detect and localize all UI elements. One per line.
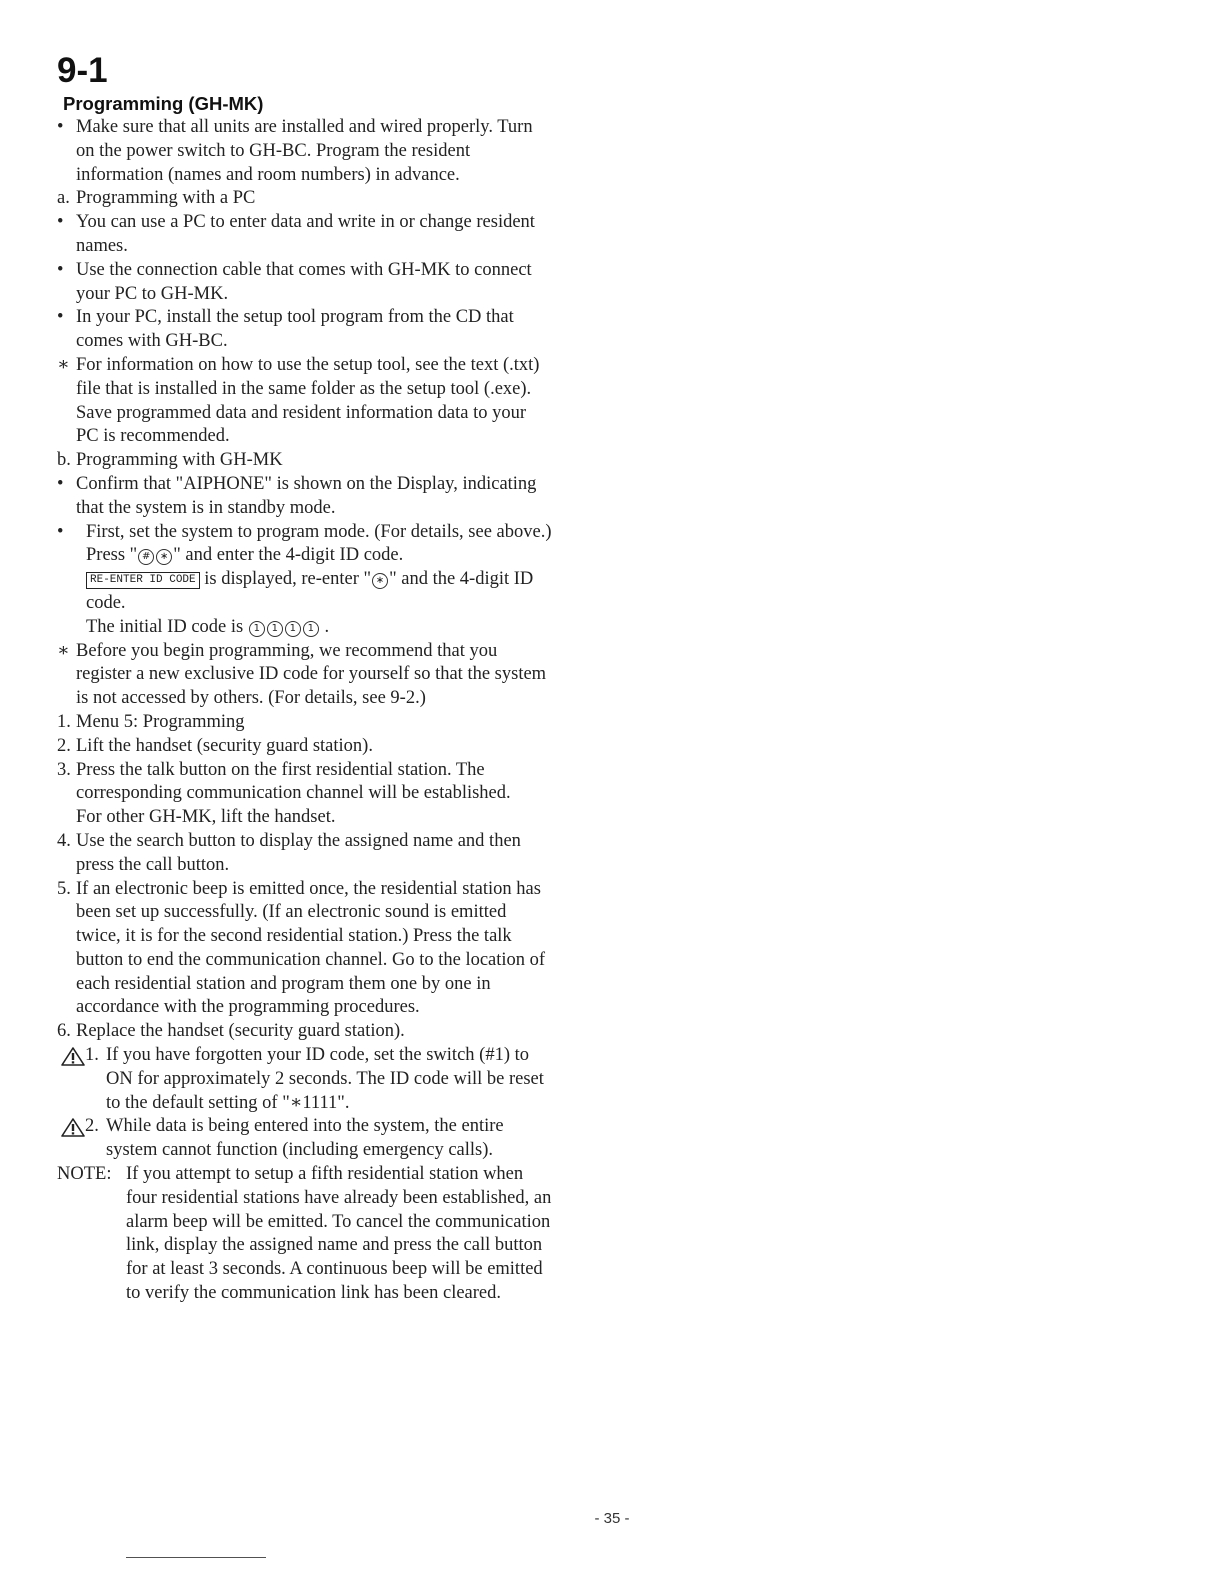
bullet-item: • First, set the system to program mode. (For details, see above.) bbox=[57, 521, 552, 542]
text-line: information (names and room numbers) in advance. bbox=[76, 164, 460, 185]
step-item: 2. Lift the handset (security guard station). bbox=[57, 735, 373, 756]
one-key-icon: 1 bbox=[249, 621, 265, 637]
bullet-item: • Make sure that all units are installed and wired properly. Turn bbox=[57, 117, 533, 137]
text-line: twice, it is for the second residential station.) Press the talk bbox=[76, 926, 512, 947]
text-line: link, display the assigned name and press the call button bbox=[126, 1235, 543, 1256]
text-line: code. bbox=[86, 592, 126, 613]
step-item: 1. Menu 5: Programming bbox=[57, 711, 245, 732]
subheading-ghmk: b. Programming with GH-MK bbox=[57, 450, 283, 471]
asterisk-note: ∗ For information on how to use the setup tool, see the text (.txt) bbox=[57, 354, 540, 375]
text-line: is not accessed by others. (For details, see 9-2.) bbox=[76, 688, 426, 709]
text-line: The initial ID code is 1 1 1 1 . bbox=[57, 616, 597, 640]
text-line: to verify the communication link has been cleared. bbox=[126, 1283, 502, 1304]
text-line: RE-ENTER ID CODE is displayed, re-enter " ∗ " and the 4-digit ID bbox=[57, 568, 597, 592]
text-line: alarm beep will be emitted. To cancel the communication bbox=[126, 1211, 551, 1232]
text-line: ON for approximately 2 seconds. The ID code will be reset bbox=[106, 1068, 544, 1089]
text-line: button to end the communication channel. Go to the location of bbox=[76, 949, 546, 970]
warning-item: 2. While data is being entered into the system, the entire bbox=[57, 1115, 597, 1139]
text-line: system cannot function (including emergency calls). bbox=[106, 1140, 494, 1161]
warning-icon bbox=[61, 1047, 85, 1066]
text-line: each residential station and program them one by one in bbox=[76, 973, 491, 994]
text-line: your PC to GH-MK. bbox=[76, 283, 229, 304]
text-line: names. bbox=[76, 235, 128, 256]
text-line: press the call button. bbox=[76, 854, 230, 875]
text-line: four residential stations have already been established, an bbox=[126, 1187, 552, 1208]
step-item: 4. Use the search button to display the assigned name and then bbox=[57, 830, 521, 851]
page-number: - 35 - bbox=[594, 1510, 630, 1527]
bullet-item: • Use the connection cable that comes with GH-MK to connect bbox=[57, 259, 532, 280]
text-line: for at least 3 seconds. A continuous beep will be emitted bbox=[126, 1259, 543, 1280]
text-line: been set up successfully. (If an electronic sound is emitted bbox=[76, 902, 507, 923]
lcd-display-text: RE-ENTER ID CODE bbox=[86, 572, 200, 589]
bullet-item: • In your PC, install the setup tool program from the CD that bbox=[57, 307, 514, 328]
section-title: Programming (GH-MK) bbox=[63, 93, 264, 114]
manual-page bbox=[57, 50, 597, 1306]
subheading-pc: a. Programming with a PC bbox=[57, 188, 256, 209]
step-item: 6. Replace the handset (security guard station). bbox=[57, 1021, 405, 1042]
text-line: PC is recommended. bbox=[76, 426, 230, 447]
text-line: Save programmed data and resident information data to your bbox=[76, 402, 527, 423]
text-line: register a new exclusive ID code for yourself so that the system bbox=[76, 664, 547, 685]
bullet-item: • You can use a PC to enter data and write in or change resident bbox=[57, 212, 535, 233]
step-item: 3. Press the talk button on the first residential station. The bbox=[57, 759, 485, 780]
step-item: 5. If an electronic beep is emitted once, the residential station has bbox=[57, 878, 541, 899]
star-key-icon: ∗ bbox=[156, 549, 172, 565]
note-item: NOTE: If you attempt to setup a fifth residential station when bbox=[57, 1164, 524, 1185]
hash-key-icon: # bbox=[138, 549, 154, 565]
asterisk-note: ∗ Before you begin programming, we recommend that you bbox=[57, 640, 498, 661]
section-number: 9-1 bbox=[57, 51, 108, 90]
footer-rule bbox=[126, 1557, 266, 1558]
text-line: comes with GH-BC. bbox=[76, 331, 228, 352]
star-key-icon: ∗ bbox=[372, 573, 388, 589]
text-line: corresponding communication channel will be established. bbox=[76, 783, 511, 804]
bullet-item: • Confirm that "AIPHONE" is shown on the Display, indicating bbox=[57, 473, 537, 494]
warning-icon bbox=[61, 1118, 85, 1137]
text-line: For other GH-MK, lift the handset. bbox=[76, 807, 336, 828]
text-line: file that is installed in the same folder as the setup tool (.exe). bbox=[76, 378, 532, 399]
text-line: accordance with the programming procedures. bbox=[76, 997, 420, 1018]
text-line: that the system is in standby mode. bbox=[76, 497, 336, 518]
text-line: to the default setting of "∗1111". bbox=[106, 1092, 350, 1113]
one-key-icon: 1 bbox=[285, 621, 301, 637]
text-line: Press " # ∗ " and enter the 4-digit ID code. bbox=[86, 545, 404, 566]
warning-item: 1. If you have forgotten your ID code, set the switch (#1) to bbox=[57, 1044, 597, 1068]
text-line: on the power switch to GH-BC. Program the resident bbox=[76, 140, 471, 161]
one-key-icon: 1 bbox=[303, 621, 319, 637]
one-key-icon: 1 bbox=[267, 621, 283, 637]
initial-id-code bbox=[248, 616, 320, 640]
